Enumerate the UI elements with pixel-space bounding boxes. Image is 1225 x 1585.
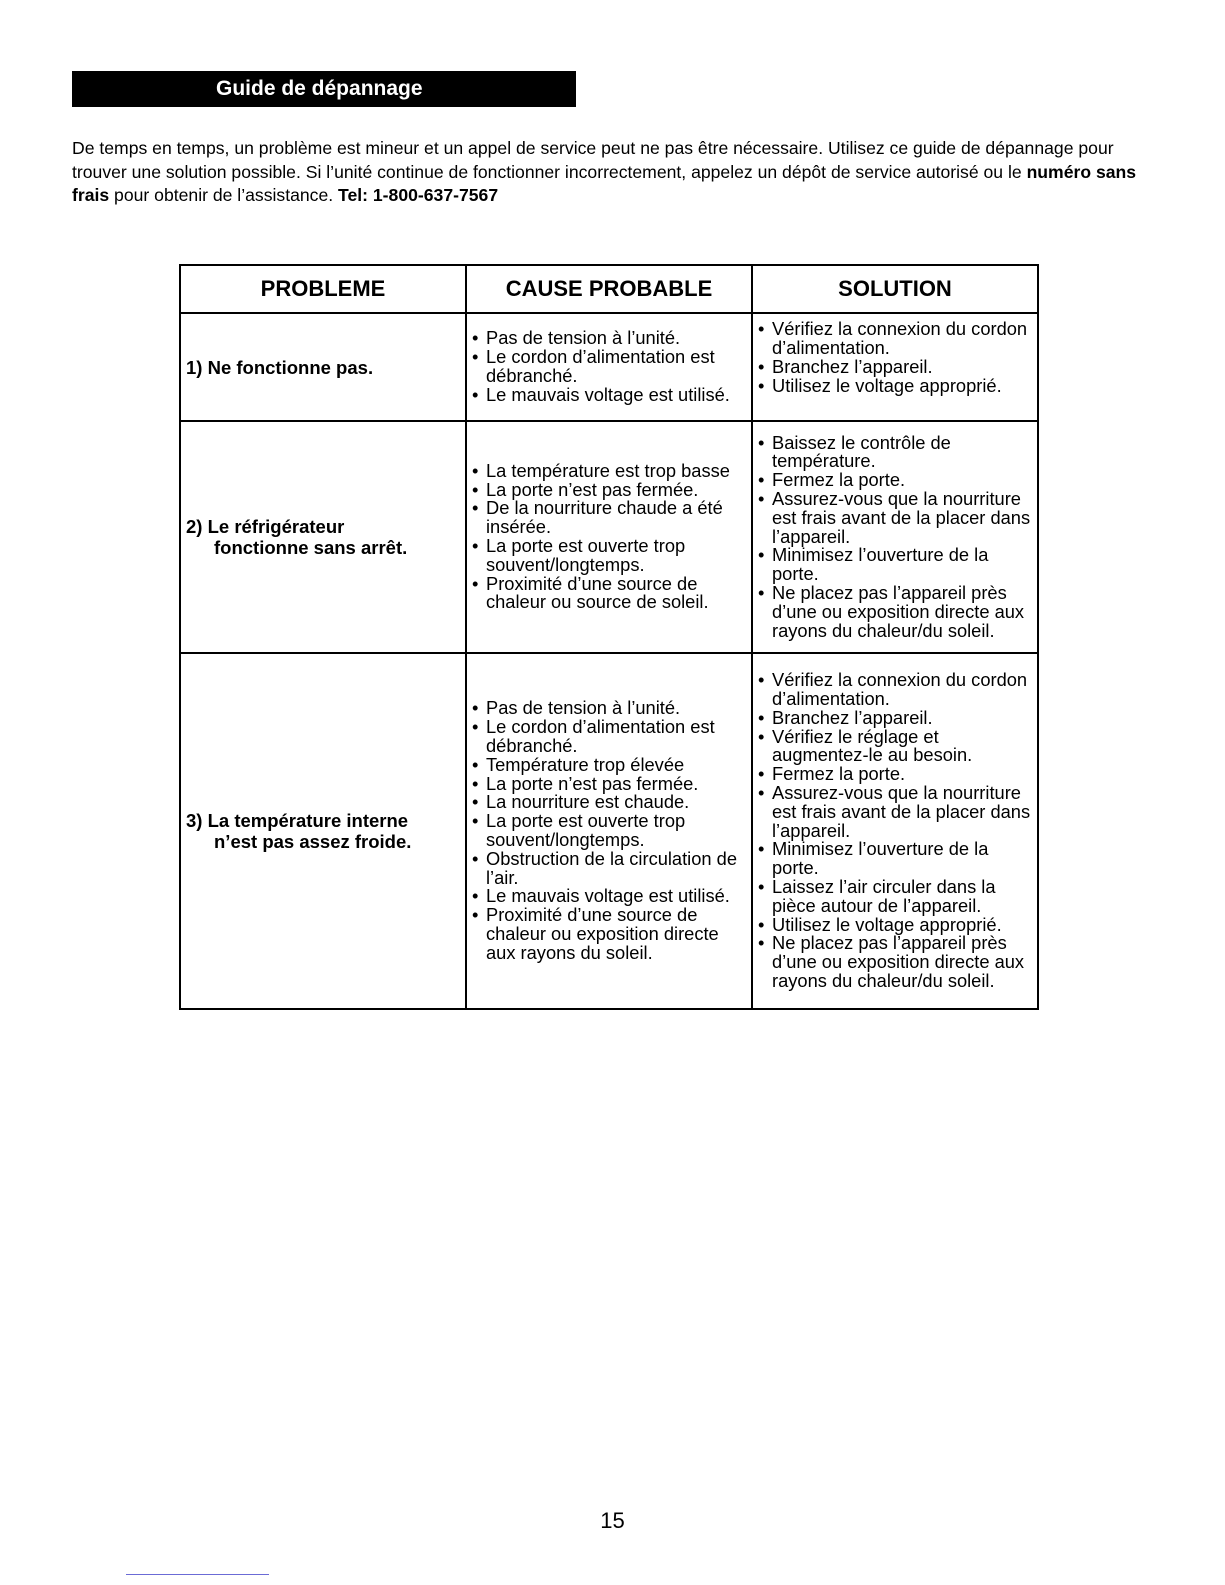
table-row (180, 653, 1038, 1009)
problem-line: 2) Le réfrigérateur (186, 516, 345, 537)
header-problem: PROBLEME (180, 265, 466, 313)
solution-item: • Vérifiez la connexion du cordon d’alimentation. (758, 671, 1037, 709)
cause-item: • Proximité d’une source de chaleur ou exposition directe aux rayons du soleil. (472, 906, 751, 962)
problem-cell (180, 313, 466, 421)
solution-item: • Minimisez l’ouverture de la porte. (758, 840, 1037, 878)
table-header-row (180, 265, 1038, 313)
cause-cell (466, 421, 752, 653)
problem-cell (180, 653, 466, 1009)
cause-item: • Température trop élevée (472, 756, 751, 775)
solution-item: • Utilisez le voltage approprié. (758, 916, 1037, 935)
cause-item: • Pas de tension à l’unité. (472, 329, 751, 348)
solution-item: • Assurez-vous que la nourriture est frais avant de la placer dans l’appareil. (758, 490, 1037, 546)
cause-item: • Le mauvais voltage est utilisé. (472, 887, 751, 906)
solution-item: • Branchez l’appareil. (758, 358, 1037, 377)
solution-item: • Utilisez le voltage approprié. (758, 377, 1037, 396)
cause-item: • La nourriture est chaude. (472, 793, 751, 812)
cause-item: • La porte est ouverte trop souvent/longtemps. (472, 812, 751, 850)
solution-item: • Minimisez l’ouverture de la porte. (758, 546, 1037, 584)
solution-item: • Vérifiez la connexion du cordon d’alimentation. (758, 320, 1037, 358)
cause-item: • De la nourriture chaude a été insérée. (472, 499, 751, 537)
cause-list (467, 459, 751, 613)
cause-item: • La porte est ouverte trop souvent/longtemps. (472, 537, 751, 575)
cause-cell (466, 653, 752, 1009)
cause-item: • La porte n’est pas fermée. (472, 481, 751, 500)
cause-item: • Le cordon d’alimentation est débranché. (472, 718, 751, 756)
problem-line-continued: n’est pas assez froide. (214, 831, 412, 852)
cause-item: • Le cordon d’alimentation est débranché. (472, 348, 751, 386)
footer-rule (126, 1574, 269, 1575)
intro-text-2: pour obtenir de l’assistance. (109, 185, 339, 205)
solution-item: • Branchez l’appareil. (758, 709, 1037, 728)
solution-list (753, 320, 1037, 395)
solution-item: • Ne placez pas l’appareil près d’une ou exposition directe aux rayons du chaleur/du soleil. (758, 934, 1037, 990)
problem-line-continued: fonctionne sans arrêt. (214, 537, 408, 558)
cause-list (467, 329, 751, 404)
intro-text-1: De temps en temps, un problème est mineur et un appel de service peut ne pas être nécessaire. Utilisez ce guide de dépannage pour trouver une solution possible. Si l’unité continue de fonctionner incorrectement, appelez un dépôt de service autorisé ou le (72, 138, 1114, 182)
solution-item: • Laissez l’air circuler dans la pièce autour de l’appareil. (758, 878, 1037, 916)
solution-list (753, 431, 1037, 641)
cause-item: • Proximité d’une source de chaleur ou source de soleil. (472, 575, 751, 613)
intro-paragraph (72, 137, 1162, 208)
table-row (180, 313, 1038, 421)
solution-cell (752, 653, 1038, 1009)
header-cause: CAUSE PROBABLE (466, 265, 752, 313)
solution-item: • Fermez la porte. (758, 765, 1037, 784)
troubleshooting-table (179, 264, 1039, 1010)
cause-cell (466, 313, 752, 421)
cause-item: • Obstruction de la circulation de l’air. (472, 850, 751, 888)
page-number: 15 (600, 1508, 625, 1533)
problem-line: 1) Ne fonctionne pas. (186, 356, 374, 378)
solution-item: • Ne placez pas l’appareil près d’une ou exposition directe aux rayons du chaleur/du soleil. (758, 584, 1037, 640)
table-row (180, 421, 1038, 653)
cause-item: • La porte n’est pas fermée. (472, 775, 751, 794)
cause-item: • La température est trop basse (472, 462, 751, 481)
solution-list (753, 671, 1037, 991)
solution-item: • Fermez la porte. (758, 471, 1037, 490)
phone-number: Tel: 1-800-637-7567 (338, 185, 499, 205)
cause-item: • Pas de tension à l’unité. (472, 699, 751, 718)
solution-cell (752, 313, 1038, 421)
problem-cell (180, 421, 466, 653)
section-title: Guide de dépannage (72, 71, 576, 107)
solution-item: • Baissez le contrôle de température. (758, 434, 1037, 472)
header-solution: SOLUTION (752, 265, 1038, 313)
solution-cell (752, 421, 1038, 653)
solution-item: • Assurez-vous que la nourriture est frais avant de la placer dans l’appareil. (758, 784, 1037, 840)
problem-line: 3) La température interne (186, 810, 409, 831)
cause-list (467, 699, 751, 962)
toll-free-label: numéro sans frais (72, 161, 1137, 205)
cause-item: • Le mauvais voltage est utilisé. (472, 386, 751, 405)
solution-item: • Vérifiez le réglage et augmentez-le au besoin. (758, 728, 1037, 766)
